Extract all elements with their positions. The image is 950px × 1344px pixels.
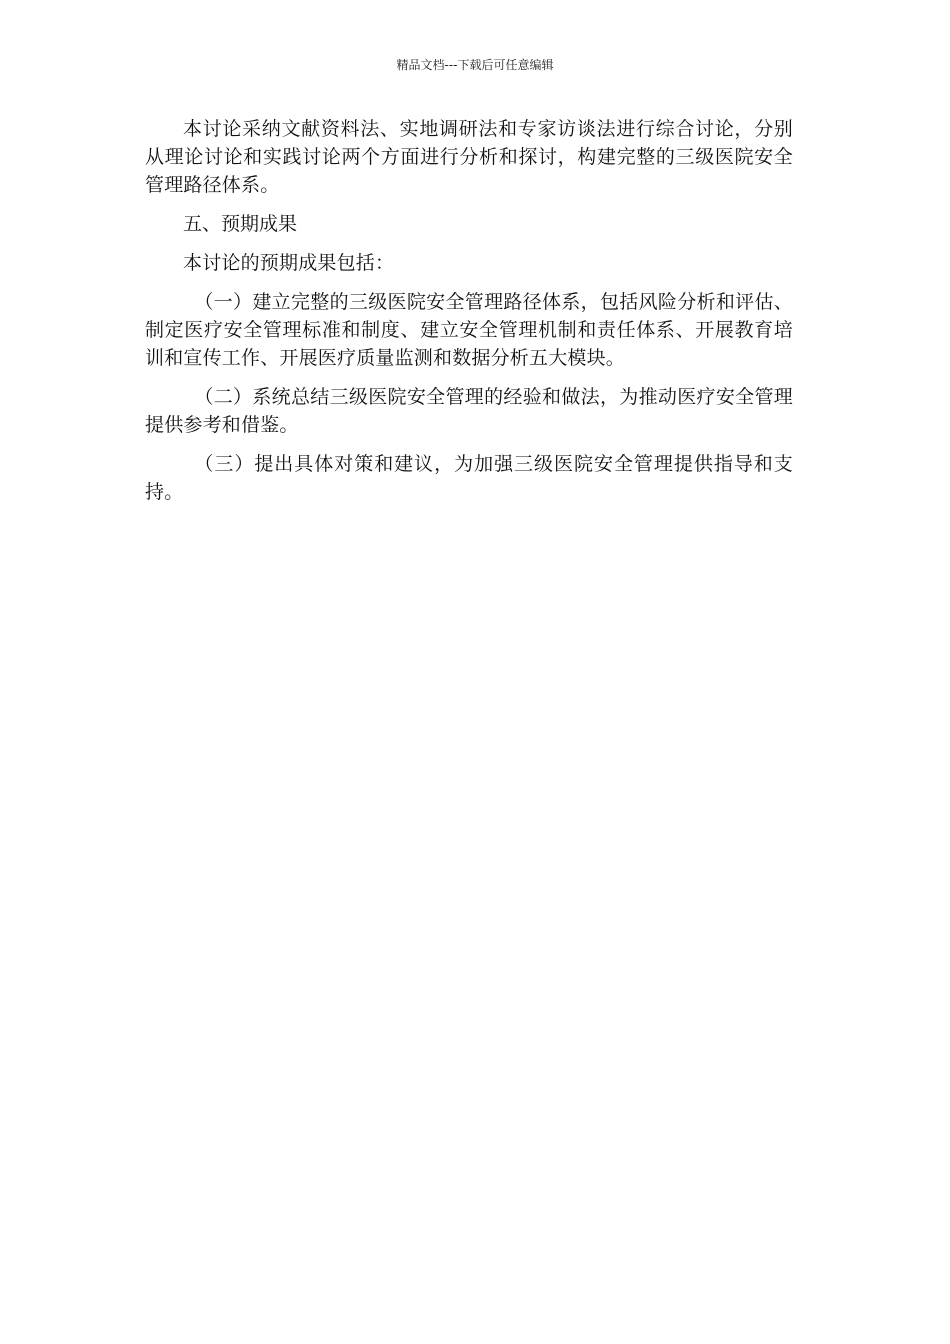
page-header: 精品文档---下载后可任意编辑: [396, 58, 554, 72]
document-body: [145, 115, 793, 517]
outcome-item-3: （三）提出具体对策和建议，为加强三级医院安全管理提供指导和支持。: [145, 453, 793, 503]
method-paragraph: 本讨论采纳文献资料法、实地调研法和专家访谈法进行综合讨论，分别从理论讨论和实践讨论两个方面进行分析和探讨，构建完整的三级医院安全管理路径体系。: [145, 118, 793, 196]
outcomes-intro: 本讨论的预期成果包括：: [183, 252, 395, 274]
section-heading: 五、预期成果: [183, 213, 298, 235]
outcome-item-1: （一）建立完整的三级医院安全管理路径体系，包括风险分析和评估、制定医疗安全管理标准和制度、建立安全管理机制和责任体系、开展教育培训和宣传工作、开展医疗质量监测和数据分析五大模块。: [145, 291, 793, 369]
outcome-item-2: （二）系统总结三级医院安全管理的经验和做法，为推动医疗安全管理提供参考和借鉴。: [145, 386, 793, 436]
